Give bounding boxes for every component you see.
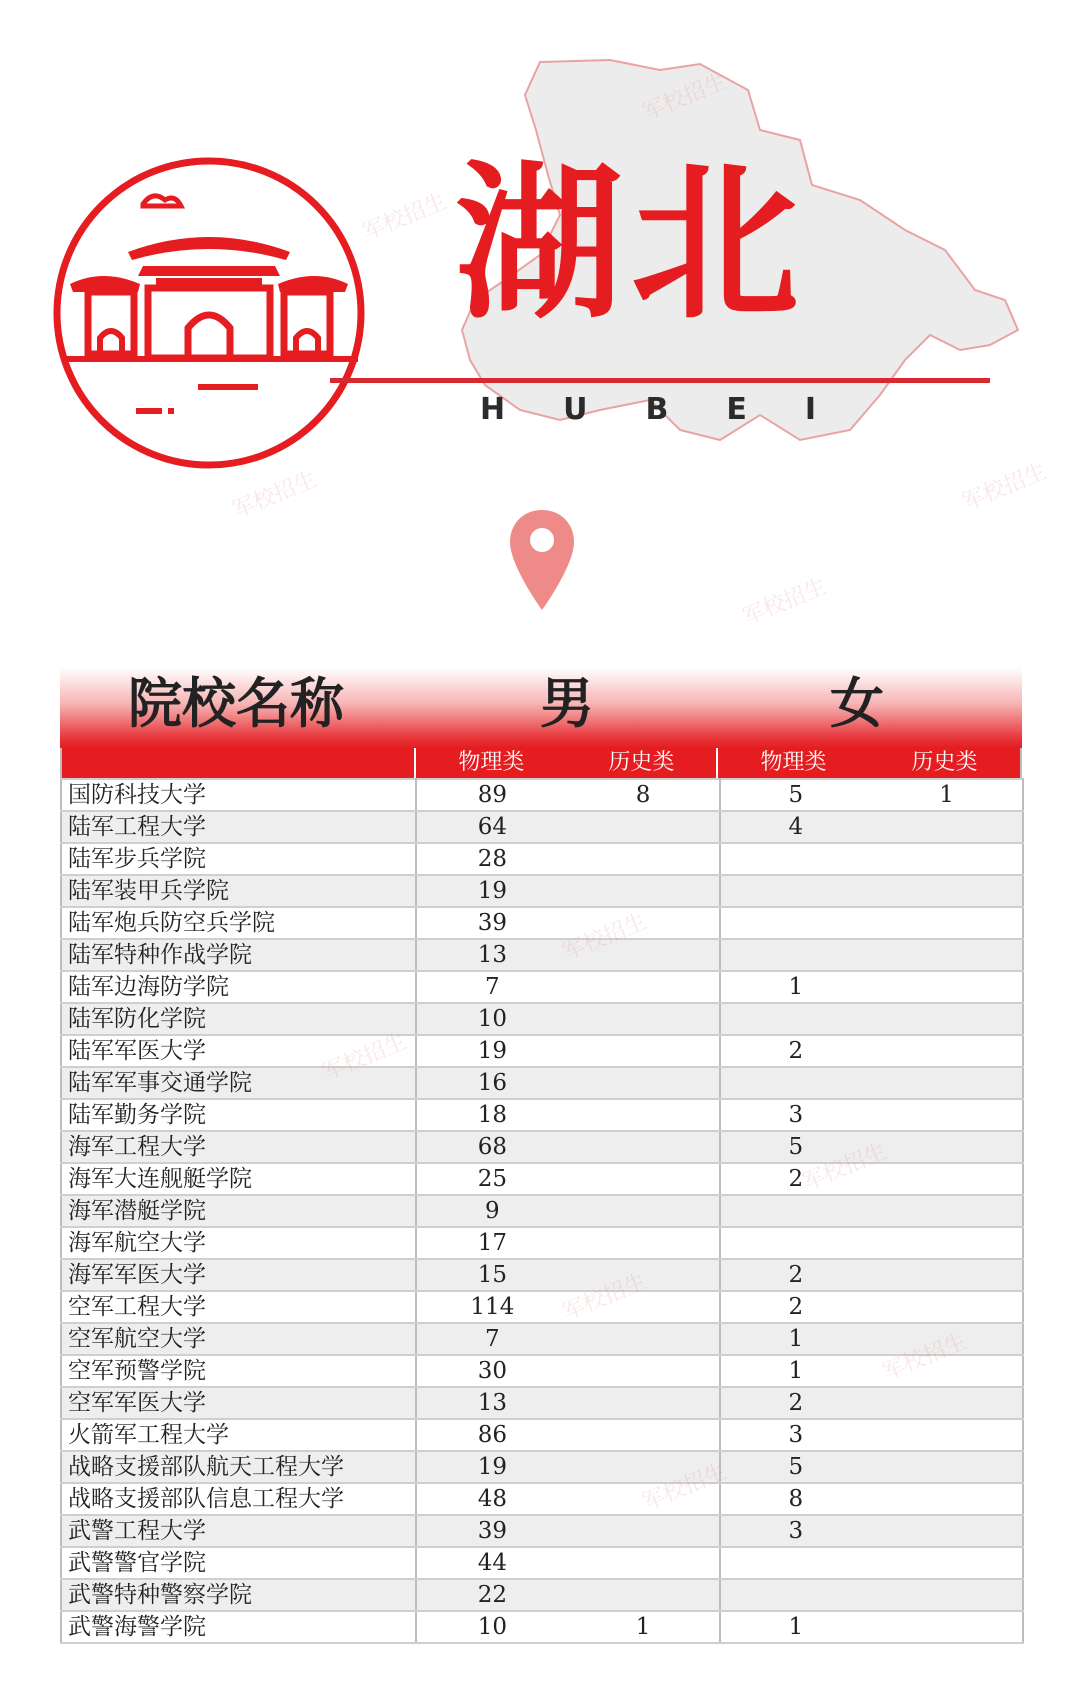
male-physics-cell: 64 — [416, 811, 568, 843]
female-physics-cell: 1 — [720, 1611, 872, 1643]
female-history-cell — [871, 1515, 1023, 1547]
female-history-cell — [871, 875, 1023, 907]
female-physics-cell — [720, 939, 872, 971]
female-physics-cell — [720, 1579, 872, 1611]
female-history-cell — [871, 1387, 1023, 1419]
table-row — [61, 1131, 1023, 1163]
male-history-cell: 8 — [568, 779, 720, 811]
female-physics-cell — [720, 1227, 872, 1259]
male-physics-cell: 28 — [416, 843, 568, 875]
female-physics-cell — [720, 843, 872, 875]
table-row — [61, 971, 1023, 1003]
male-physics-cell: 86 — [416, 1419, 568, 1451]
female-physics-cell: 4 — [720, 811, 872, 843]
school-name-cell: 空军工程大学 — [61, 1291, 416, 1323]
school-name-cell: 国防科技大学 — [61, 779, 416, 811]
school-name-cell: 陆军工程大学 — [61, 811, 416, 843]
male-history-cell — [568, 1259, 720, 1291]
male-physics-cell: 7 — [416, 1323, 568, 1355]
female-physics-cell: 8 — [720, 1483, 872, 1515]
table-row — [61, 1579, 1023, 1611]
female-physics-cell: 2 — [720, 1387, 872, 1419]
female-history-cell — [871, 1611, 1023, 1643]
male-history-cell — [568, 1163, 720, 1195]
female-physics-cell — [720, 1195, 872, 1227]
title-underline — [330, 378, 990, 383]
male-history-cell — [568, 907, 720, 939]
male-physics-cell: 114 — [416, 1291, 568, 1323]
school-name-cell: 陆军军医大学 — [61, 1035, 416, 1067]
table-row — [61, 1483, 1023, 1515]
male-history-cell — [568, 1131, 720, 1163]
male-physics-cell: 13 — [416, 1387, 568, 1419]
table-row — [61, 1355, 1023, 1387]
male-physics-cell: 16 — [416, 1067, 568, 1099]
female-history-cell — [871, 1483, 1023, 1515]
table-header-band — [60, 658, 1022, 748]
male-physics-cell: 44 — [416, 1547, 568, 1579]
female-physics-cell: 2 — [720, 1163, 872, 1195]
female-history-cell — [871, 1547, 1023, 1579]
table-row — [61, 1419, 1023, 1451]
male-physics-cell: 10 — [416, 1003, 568, 1035]
female-physics-cell — [720, 1003, 872, 1035]
table-row — [61, 939, 1023, 971]
col-header-female: 女 — [830, 672, 884, 735]
female-history-cell — [871, 1323, 1023, 1355]
male-history-cell — [568, 1579, 720, 1611]
female-history-cell — [871, 1035, 1023, 1067]
male-physics-cell: 30 — [416, 1355, 568, 1387]
female-history-cell — [871, 811, 1023, 843]
school-name-cell: 海军潜艇学院 — [61, 1195, 416, 1227]
table-row — [61, 1387, 1023, 1419]
male-physics-cell: 19 — [416, 1451, 568, 1483]
col-header-male: 男 — [540, 672, 594, 735]
male-history-cell — [568, 1195, 720, 1227]
school-name-cell: 陆军边海防学院 — [61, 971, 416, 1003]
male-physics-cell: 19 — [416, 875, 568, 907]
watermark: 军校招生 — [959, 459, 1051, 516]
school-name-cell: 空军预警学院 — [61, 1355, 416, 1387]
school-name-cell: 战略支援部队航天工程大学 — [61, 1451, 416, 1483]
female-physics-cell — [720, 1067, 872, 1099]
table-row — [61, 843, 1023, 875]
table-row — [61, 811, 1023, 843]
table-row — [61, 875, 1023, 907]
school-name-cell: 战略支援部队信息工程大学 — [61, 1483, 416, 1515]
female-physics-cell — [720, 1547, 872, 1579]
province-title: 湖北 — [455, 146, 807, 342]
school-name-cell: 海军军医大学 — [61, 1259, 416, 1291]
table-row — [61, 1323, 1023, 1355]
female-history-cell — [871, 907, 1023, 939]
male-history-cell — [568, 811, 720, 843]
school-name-cell: 陆军军事交通学院 — [61, 1067, 416, 1099]
male-history-cell: 1 — [568, 1611, 720, 1643]
table-row — [61, 1003, 1023, 1035]
male-physics-cell: 39 — [416, 1515, 568, 1547]
male-history-cell — [568, 939, 720, 971]
table-row — [61, 1259, 1023, 1291]
watermark: 军校招生 — [359, 189, 451, 246]
school-name-cell: 空军军医大学 — [61, 1387, 416, 1419]
table-subheader — [60, 748, 1022, 778]
male-physics-cell: 48 — [416, 1483, 568, 1515]
table-row — [61, 1067, 1023, 1099]
table-body — [60, 778, 1024, 1644]
female-history-cell — [871, 1163, 1023, 1195]
province-subtitle: HUBEI — [480, 392, 874, 427]
school-name-cell: 空军航空大学 — [61, 1323, 416, 1355]
male-physics-cell: 15 — [416, 1259, 568, 1291]
female-history-cell — [871, 1131, 1023, 1163]
female-history-cell — [871, 1579, 1023, 1611]
school-name-cell: 陆军勤务学院 — [61, 1099, 416, 1131]
female-history-cell: 1 — [871, 779, 1023, 811]
school-name-cell: 陆军防化学院 — [61, 1003, 416, 1035]
male-history-cell — [568, 971, 720, 1003]
subheader-female-history: 历史类 — [911, 750, 978, 775]
male-history-cell — [568, 1387, 720, 1419]
male-physics-cell: 17 — [416, 1227, 568, 1259]
male-history-cell — [568, 1419, 720, 1451]
female-physics-cell: 5 — [720, 1131, 872, 1163]
female-physics-cell: 1 — [720, 1355, 872, 1387]
female-physics-cell: 3 — [720, 1419, 872, 1451]
female-physics-cell: 5 — [720, 779, 872, 811]
male-history-cell — [568, 1355, 720, 1387]
male-physics-cell: 39 — [416, 907, 568, 939]
school-name-cell: 武警工程大学 — [61, 1515, 416, 1547]
table-row — [61, 779, 1023, 811]
female-history-cell — [871, 1003, 1023, 1035]
male-physics-cell: 10 — [416, 1611, 568, 1643]
watermark: 军校招生 — [739, 574, 831, 631]
female-history-cell — [871, 1355, 1023, 1387]
table-row — [61, 1195, 1023, 1227]
school-name-cell: 陆军步兵学院 — [61, 843, 416, 875]
female-physics-cell — [720, 907, 872, 939]
female-history-cell — [871, 939, 1023, 971]
female-physics-cell: 3 — [720, 1099, 872, 1131]
male-physics-cell: 7 — [416, 971, 568, 1003]
female-history-cell — [871, 1259, 1023, 1291]
school-name-cell: 海军大连舰艇学院 — [61, 1163, 416, 1195]
male-physics-cell: 25 — [416, 1163, 568, 1195]
table-row — [61, 1099, 1023, 1131]
watermark: 军校招生 — [229, 467, 321, 524]
male-history-cell — [568, 1003, 720, 1035]
admission-table — [60, 658, 1022, 1644]
table-row — [61, 1515, 1023, 1547]
female-history-cell — [871, 1451, 1023, 1483]
female-history-cell — [871, 1195, 1023, 1227]
female-physics-cell: 1 — [720, 1323, 872, 1355]
male-history-cell — [568, 1035, 720, 1067]
male-history-cell — [568, 1291, 720, 1323]
table-row — [61, 1227, 1023, 1259]
table-row — [61, 907, 1023, 939]
female-physics-cell: 1 — [720, 971, 872, 1003]
male-history-cell — [568, 1547, 720, 1579]
location-pin-icon — [508, 508, 576, 612]
male-history-cell — [568, 1515, 720, 1547]
female-physics-cell: 5 — [720, 1451, 872, 1483]
female-physics-cell: 3 — [720, 1515, 872, 1547]
subheader-male-physics: 物理类 — [458, 750, 525, 775]
col-header-school: 院校名称 — [128, 672, 344, 735]
table-row — [61, 1611, 1023, 1643]
school-name-cell: 海军工程大学 — [61, 1131, 416, 1163]
table-row — [61, 1035, 1023, 1067]
female-history-cell — [871, 1291, 1023, 1323]
subheader-male-history: 历史类 — [567, 748, 718, 778]
table-row — [61, 1547, 1023, 1579]
school-name-cell: 陆军装甲兵学院 — [61, 875, 416, 907]
school-name-cell: 陆军特种作战学院 — [61, 939, 416, 971]
male-history-cell — [568, 1067, 720, 1099]
school-name-cell: 火箭军工程大学 — [61, 1419, 416, 1451]
male-history-cell — [568, 1323, 720, 1355]
school-name-cell: 武警海警学院 — [61, 1611, 416, 1643]
male-history-cell — [568, 1483, 720, 1515]
female-history-cell — [871, 1099, 1023, 1131]
male-physics-cell: 22 — [416, 1579, 568, 1611]
subheader-female-physics: 物理类 — [760, 750, 827, 775]
male-history-cell — [568, 843, 720, 875]
female-physics-cell: 2 — [720, 1291, 872, 1323]
table-row — [61, 1163, 1023, 1195]
female-history-cell — [871, 1067, 1023, 1099]
table-row — [61, 1291, 1023, 1323]
table-row — [61, 1451, 1023, 1483]
male-physics-cell: 13 — [416, 939, 568, 971]
female-physics-cell: 2 — [720, 1259, 872, 1291]
female-history-cell — [871, 1419, 1023, 1451]
male-physics-cell: 89 — [416, 779, 568, 811]
male-history-cell — [568, 1099, 720, 1131]
male-physics-cell: 9 — [416, 1195, 568, 1227]
male-history-cell — [568, 1227, 720, 1259]
female-physics-cell: 2 — [720, 1035, 872, 1067]
school-name-cell: 武警警官学院 — [61, 1547, 416, 1579]
female-history-cell — [871, 843, 1023, 875]
school-name-cell: 武警特种警察学院 — [61, 1579, 416, 1611]
male-physics-cell: 68 — [416, 1131, 568, 1163]
school-name-cell: 海军航空大学 — [61, 1227, 416, 1259]
male-history-cell — [568, 875, 720, 907]
male-physics-cell: 18 — [416, 1099, 568, 1131]
female-physics-cell — [720, 875, 872, 907]
male-history-cell — [568, 1451, 720, 1483]
female-history-cell — [871, 1227, 1023, 1259]
school-name-cell: 陆军炮兵防空兵学院 — [61, 907, 416, 939]
female-history-cell — [871, 971, 1023, 1003]
male-physics-cell: 19 — [416, 1035, 568, 1067]
pavilion-emblem-icon — [48, 152, 370, 474]
